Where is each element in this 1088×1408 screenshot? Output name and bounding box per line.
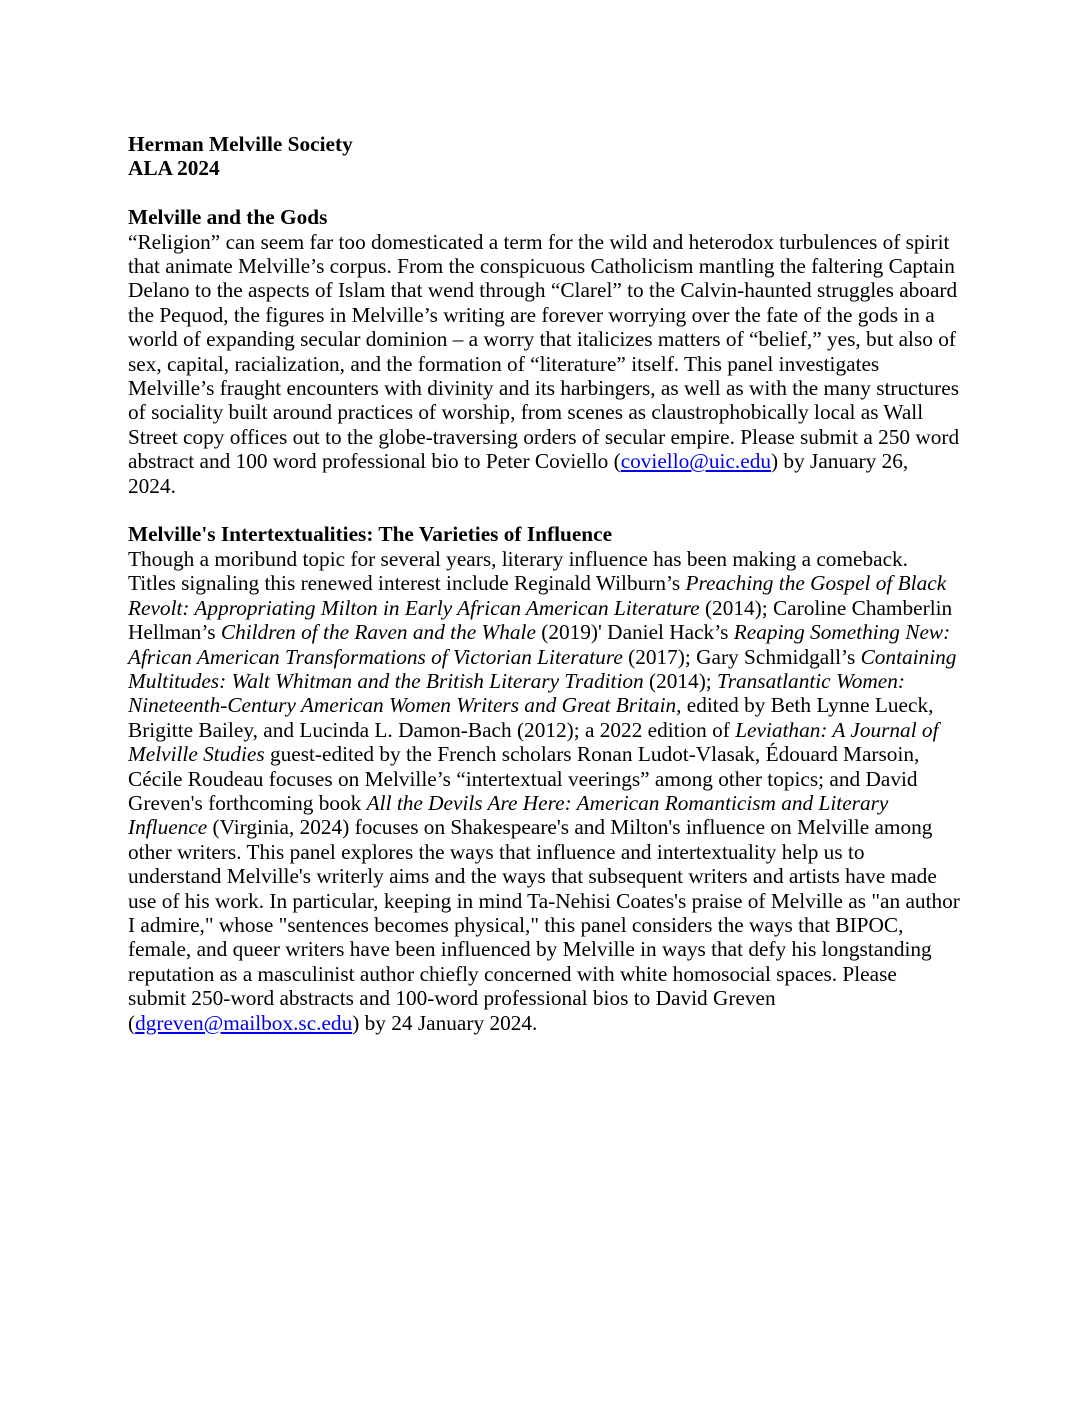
section-melville-and-the-gods — [128, 205, 960, 498]
text-run: edited by Beth Lynne Lueck, Brigitte Bailey, and Lucinda L. Damon-Bach (2012); a 2022 edition of — [128, 693, 934, 742]
section-intertextualities — [128, 522, 960, 1035]
italic-book-title: Leviathan: A Journal of Melville Studies — [128, 717, 939, 767]
italic-book-title: All the Devils Are Here: American Romanticism and Literary Influence — [128, 790, 889, 840]
header-event-line: ALA 2024 — [128, 156, 220, 181]
section-heading-melville-and-the-gods: Melville and the Gods — [128, 205, 328, 230]
section-heading-intertextualities: Melville's Intertextualities: The Varieties of Influence — [128, 522, 613, 547]
section-paragraph-melville-and-the-gods — [128, 230, 960, 498]
email-link[interactable]: coviello@uic.edu — [620, 449, 771, 474]
text-run: ) by 24 January 2024. — [352, 1010, 538, 1035]
text-run: (2019)' Daniel Hack’s — [535, 620, 734, 645]
text-run: (2014); — [643, 668, 718, 693]
section-paragraph-intertextualities — [128, 547, 960, 1035]
document-header — [128, 132, 960, 181]
italic-book-title: Children of the Raven and the Whale — [220, 620, 536, 645]
header-society-line: Herman Melville Society — [128, 132, 353, 156]
text-run: guest-edited by the French scholars Ronan Ludot-Vlasak, Édouard Marsoin, Cécile Roudeau focuses on Melville’s “intertextual veerings” among other topics; and David Greven's forthcoming book — [128, 742, 920, 815]
text-run: (2017); Gary Schmidgall’s — [622, 644, 861, 669]
text-run: “Religion” can seem far too domesticated a term for the wild and heterodox turbulences of spirit that animate Melville’s corpus. From the conspicuous Catholicism mantling the faltering Captain Delano to the aspects of Islam that wend through “Clarel” to the Calvin-haunted struggles aboard the Pequod, the figures in Melville’s writing are forever worrying over the fate of the gods in a world of expanding secular dominion – a worry that italicizes matters of “belief,” yes, but also of sex, capital, racialization, and the formation of “literature” itself. This panel investigates Melville’s fraught encounters with divinity and its harbingers, as well as with the many structures of sociality built around practices of worship, from scenes as claustrophobically local as Wall Street copy offices out to the globe-traversing orders of secular empire. Please submit a 250 word abstract and 100 word professional bio to Peter Coviello ( — [128, 229, 960, 474]
text-run: ) by January 26, 2024. — [128, 449, 909, 498]
text-run: Though a moribund topic for several years, literary influence has been making a comeback. Titles signaling this renewed interest include Reginald Wilburn’s — [128, 546, 908, 596]
italic-book-title: Preaching the Gospel of Black Revolt: Appropriating Milton in Early African American Literature — [128, 571, 947, 620]
italic-book-title: Reaping Something New: African American Transformations of Victorian Literature — [128, 620, 951, 669]
text-run: (2014); Caroline Chamberlin Hellman’s — [128, 595, 953, 645]
text-run: (Virginia, 2024) focuses on Shakespeare's and Milton's influence on Melville among other writers. This panel explores the ways that influence and intertextuality help us to understand Melville's writerly aims and the ways that subsequent writers and artists have made use of his work. In particular, keeping in mind Ta-Nehisi Coates's praise of Melville as "an author I admire," whose "sentences becomes physical," this panel considers the ways that BIPOC, female, and queer writers have been influenced by Melville in ways that defy his longstanding reputation as a masculinist author chiefly concerned with white homosocial spaces. Please submit 250-word abstracts and 100-word professional bios to David Greven ( — [128, 815, 960, 1035]
italic-book-title: Transatlantic Women: Nineteenth-Century American Women Writers and Great Britain, — [128, 668, 905, 718]
email-link[interactable]: dgreven@mailbox.sc.edu — [135, 1010, 353, 1035]
italic-book-title: Containing Multitudes: Walt Whitman and the British Literary Tradition — [128, 644, 957, 693]
